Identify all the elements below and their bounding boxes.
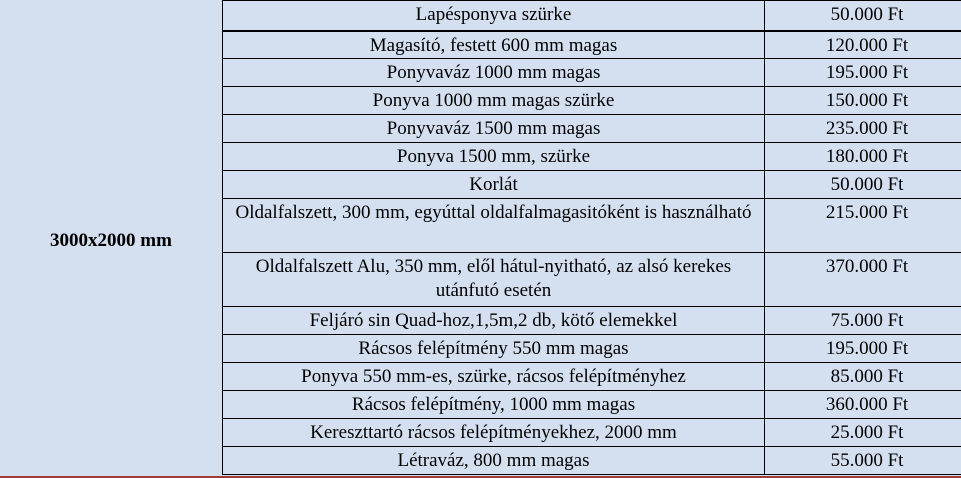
table-row <box>223 31 961 59</box>
item-cell <box>223 171 765 199</box>
item-text: Rácsos felépítmény 550 mm magas <box>358 338 629 359</box>
item-text: Korlát <box>469 174 518 195</box>
size-label: 3000x2000 mm <box>50 230 172 251</box>
item-cell <box>223 31 765 59</box>
item-text: Oldalfalszett, 300 mm, egyúttal oldalfalmagasitóként is használható <box>235 202 752 223</box>
price-cell <box>765 1 961 31</box>
price-text: 195.000 Ft <box>825 62 909 83</box>
price-text: 55.000 Ft <box>830 450 904 471</box>
price-text: 180.000 Ft <box>825 146 909 167</box>
table-row <box>223 253 961 307</box>
price-text: 235.000 Ft <box>825 118 909 139</box>
table-row <box>223 363 961 391</box>
table-row <box>223 419 961 447</box>
item-text: Magasító, festett 600 mm magas <box>369 34 618 56</box>
price-cell <box>765 391 961 419</box>
item-text: Rácsos felépítmény, 1000 mm magas <box>351 394 636 415</box>
item-cell <box>223 1 765 31</box>
table-row <box>223 115 961 143</box>
table-row <box>223 59 961 87</box>
table-row <box>223 171 961 199</box>
price-cell <box>765 199 961 253</box>
item-cell <box>223 335 765 363</box>
item-text: Oldalfalszett Alu, 350 mm, elől hátul-nyitható, az alsó kerekes utánfutó esetén <box>255 256 732 301</box>
price-cell <box>765 253 961 307</box>
item-text: Ponyvaváz 1500 mm magas <box>386 118 601 139</box>
item-text: Feljáró sin Quad-hoz,1,5m,2 db, kötő elemekkel <box>309 310 678 331</box>
item-cell <box>223 391 765 419</box>
price-text: 85.000 Ft <box>830 366 904 387</box>
price-cell <box>765 419 961 447</box>
item-text: Ponyvaváz 1000 mm magas <box>386 62 601 83</box>
item-text: Lapésponyva szürke <box>415 4 572 25</box>
price-cell <box>765 363 961 391</box>
item-text: Kereszttartó rácsos felépítményekhez, 2000 mm <box>310 422 677 443</box>
price-table <box>222 0 961 475</box>
item-cell <box>223 143 765 171</box>
table-row <box>223 1 961 31</box>
price-text: 150.000 Ft <box>825 90 909 111</box>
price-text: 120.000 Ft <box>825 34 909 56</box>
price-cell <box>765 143 961 171</box>
price-text: 75.000 Ft <box>830 310 904 331</box>
price-cell <box>765 335 961 363</box>
item-text: Ponyva 1000 mm magas szürke <box>372 90 615 111</box>
item-cell <box>223 115 765 143</box>
table-row <box>223 447 961 475</box>
price-text: 370.000 Ft <box>825 256 909 277</box>
price-text: 50.000 Ft <box>830 4 904 25</box>
item-cell <box>223 419 765 447</box>
item-cell <box>223 447 765 475</box>
price-cell <box>765 87 961 115</box>
item-text: Ponyva 1500 mm, szürke <box>396 146 591 167</box>
item-cell <box>223 59 765 87</box>
table-row <box>223 335 961 363</box>
price-cell <box>765 115 961 143</box>
item-cell <box>223 253 765 307</box>
price-cell <box>765 307 961 335</box>
price-text: 50.000 Ft <box>830 174 904 195</box>
table-row <box>223 87 961 115</box>
table-row <box>223 199 961 253</box>
size-cell <box>0 0 222 476</box>
item-cell <box>223 87 765 115</box>
price-text: 360.000 Ft <box>825 394 909 415</box>
price-cell <box>765 31 961 59</box>
price-cell <box>765 447 961 475</box>
table-row <box>223 143 961 171</box>
price-cell <box>765 171 961 199</box>
price-cell <box>765 59 961 87</box>
table-row <box>223 391 961 419</box>
item-text: Létraváz, 800 mm magas <box>397 450 590 471</box>
item-text: Ponyva 550 mm-es, szürke, rácsos felépítményhez <box>301 366 686 387</box>
item-cell <box>223 307 765 335</box>
table-row <box>223 307 961 335</box>
price-text: 195.000 Ft <box>825 338 909 359</box>
item-cell <box>223 199 765 253</box>
item-cell <box>223 363 765 391</box>
price-text: 25.000 Ft <box>830 422 904 443</box>
price-text: 215.000 Ft <box>825 202 909 223</box>
